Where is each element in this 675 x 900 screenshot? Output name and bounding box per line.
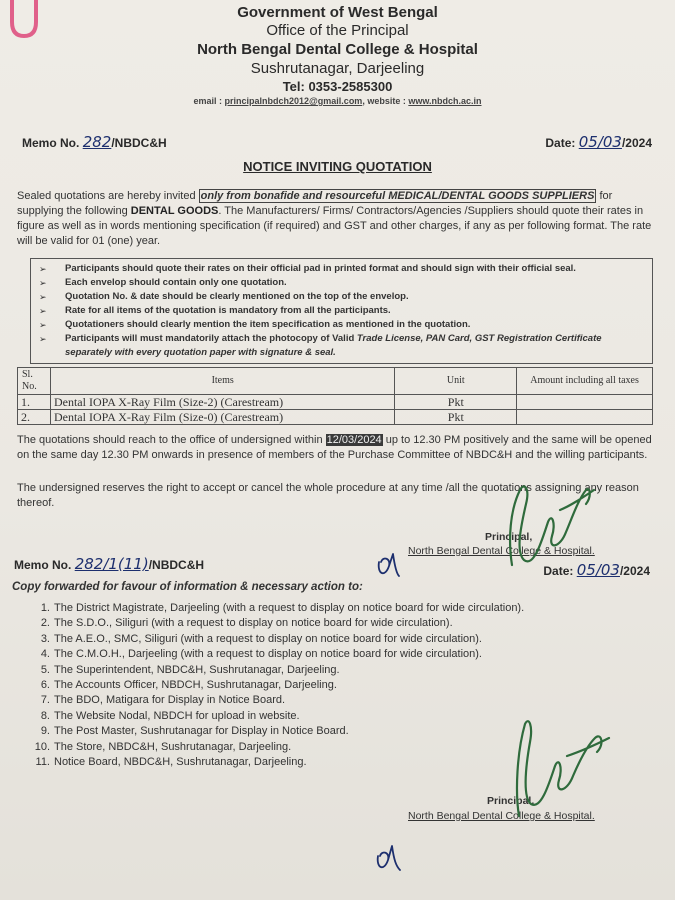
recipient-text: The C.M.O.H., Darjeeling (with a request to display on notice board for wide circulation). <box>54 648 482 661</box>
rule-text: Quotation No. & date should be clearly mentioned on the top of the envelop. <box>65 291 409 302</box>
list-item: 8. The Website Nodal, NBDCH for upload in website. <box>40 709 300 722</box>
copy-forwarded-heading: Copy forwarded for favour of information & necessary action to: <box>12 581 363 593</box>
college-address: Sushrutanagar, Darjeeling <box>250 60 425 77</box>
memo-label: Memo No. <box>14 558 72 572</box>
table-row <box>18 395 653 410</box>
cell-item: Dental IOPA X-Ray Film (Size-0) (Carestream) <box>50 410 394 425</box>
rule-item <box>37 290 646 304</box>
cell-item: Dental IOPA X-Ray Film (Size-2) (Carestream) <box>50 395 394 410</box>
cell-sl: 1. <box>18 395 51 410</box>
intro-text-3: . The Manufacturers/ Firms/ Contractors/Agencies /Suppliers should quote their rates in figure as well as in words mentioning specification (if required) and GST and other charges, if any as per following format. The rate will be valid for 01 (one) year. <box>17 205 652 247</box>
list-item: 5. The Superintendent, NBDC&H, Sushrutanagar, Darjeeling. <box>40 663 340 676</box>
instructions-box <box>30 258 653 364</box>
principal-label: Principal, <box>485 531 533 543</box>
memo-line-1 <box>22 133 652 151</box>
arrow-bullet-icon: ➢ <box>39 306 47 316</box>
supplier-eligibility: only from bonafide and resourceful MEDICAL/DENTAL GOODS SUPPLIERS <box>200 190 595 202</box>
email-label: email : <box>193 96 225 106</box>
list-item: 3. The A.E.O., SMC, Siliguri (with a request to display on notice board for wide circulation). <box>40 632 482 645</box>
principal-signature-2 <box>495 712 625 822</box>
date-label: Date: <box>543 564 574 578</box>
recipient-text: The S.D.O., Siliguri (with a request to display on notice board for wide circulation). <box>54 617 453 630</box>
recipient-text: The BDO, Matigara for Display in Notice Board. <box>54 694 286 707</box>
col-amount: Amount including all taxes <box>517 368 653 395</box>
rule-documents: Trade License, PAN Card, GST Registration Certificate separately with every quotation paper with signature & seal. <box>65 333 602 358</box>
cell-unit: Pkt <box>395 395 517 410</box>
memo-number: 282/1(11) <box>74 555 149 573</box>
memo-date <box>545 133 652 151</box>
col-sl-no: Sl. No. <box>18 368 51 395</box>
list-item: 10. The Store, NBDC&H, Sushrutanagar, Darjeeling. <box>34 740 292 753</box>
recipient-text: The A.E.O., SMC, Siliguri (with a request to display on notice board for wide circulation). <box>54 632 482 645</box>
rule-item <box>37 262 646 276</box>
intro-paragraph <box>17 189 657 249</box>
recipient-text: The District Magistrate, Darjeeling (with a request to display on notice board for wide circulation). <box>54 602 525 614</box>
cell-amount <box>517 410 653 425</box>
cell-unit: Pkt <box>395 410 517 425</box>
college-name: North Bengal Dental College & Hospital <box>197 41 478 58</box>
recipient-text: Notice Board, NBDC&H, Sushrutanagar, Darjeeling. <box>54 756 307 769</box>
rule-text: Participants will must mandatorily attach the photocopy of Valid <box>65 333 357 344</box>
col-unit: Unit <box>395 368 517 395</box>
list-item: 9. The Post Master, Sushrutanagar for Display in Notice Board. <box>40 725 349 738</box>
rule-item <box>37 276 646 290</box>
arrow-bullet-icon: ➢ <box>39 264 47 274</box>
principal-label: Principal, <box>487 795 535 807</box>
website-link[interactable]: www.nbdch.ac.in <box>408 96 482 106</box>
principal-college-name: North Bengal Dental College & Hospital. <box>408 810 595 822</box>
telephone: Tel: 0353-2585300 <box>282 79 393 94</box>
rule-text: Each envelop should contain only one quotation. <box>65 277 287 288</box>
email-link[interactable]: principalnbdch2012@gmail.com <box>224 96 363 106</box>
cell-sl: 2. <box>18 410 51 425</box>
recipient-text: The Accounts Officer, NBDCH, Sushrutanagar, Darjeeling. <box>54 679 337 692</box>
list-item: 4. The C.M.O.H., Darjeeling (with a request to display on notice board for wide circulation). <box>40 648 482 661</box>
list-item: 7. The BDO, Matigara for Display in Notice Board. <box>40 694 286 707</box>
govt-name: Government of West Bengal <box>237 4 438 21</box>
list-item: 11. Notice Board, NBDC&H, Sushrutanagar, Darjeeling. <box>35 756 307 769</box>
intro-text-2: for supplying the following <box>17 190 613 217</box>
col-items: Items <box>50 368 394 395</box>
memo-label: Memo No. <box>22 136 80 150</box>
memo-suffix: /NBDC&H <box>148 558 205 572</box>
principal-signature-1 <box>490 470 610 580</box>
rule-item <box>37 318 646 332</box>
intro-text-1: Sealed quotations are hereby invited <box>17 190 199 202</box>
arrow-bullet-icon: ➢ <box>39 320 47 330</box>
table-row <box>18 410 653 425</box>
date-year: /2024 <box>619 564 650 578</box>
list-item: 1. The District Magistrate, Darjeeling (with a request to display on notice board for wide circulation). <box>40 602 525 614</box>
memo-number: 282 <box>82 133 112 151</box>
list-item: 6. The Accounts Officer, NBDCH, Sushrutanagar, Darjeeling. <box>40 679 337 692</box>
recipient-text: The Superintendent, NBDC&H, Sushrutanagar, Darjeeling. <box>54 663 340 676</box>
deadline-text-2: up to 12.30 PM positively and the same will be opened on the same day 12.30 PM onwards in presence of members of the Purchase Committee of NBDC&H and the willing participants. <box>17 434 652 461</box>
cell-amount <box>517 395 653 410</box>
rule-text: Quotationers should clearly mention the item specification as mentioned in the quotation. <box>65 319 471 330</box>
memo-suffix: /NBDC&H <box>111 136 167 150</box>
date-year: /2024 <box>621 136 652 150</box>
contact-line <box>0 95 675 107</box>
initials-mark-2 <box>372 838 404 876</box>
table-header-row <box>18 368 653 395</box>
arrow-bullet-icon: ➢ <box>39 278 47 288</box>
initials-mark-1 <box>373 548 403 582</box>
deadline-paragraph <box>17 433 657 463</box>
reserve-paragraph: The undersigned reserves the right to accept or cancel the whole procedure at any time /all the quotations assigning any reason thereof. <box>17 482 639 509</box>
date-handwritten: 05/03 <box>576 561 620 579</box>
rule-text: Rate for all items of the quotation is mandatory from all the participants. <box>65 305 391 316</box>
notice-title: NOTICE INVITING QUOTATION <box>243 159 432 174</box>
principal-college-name: North Bengal Dental College & Hospital. <box>408 545 595 557</box>
goods-type: DENTAL GOODS <box>130 205 219 217</box>
date-label: Date: <box>545 136 576 150</box>
date-handwritten: 05/03 <box>578 133 622 151</box>
deadline-date: 12/03/2024 <box>326 434 382 446</box>
rule-item <box>37 332 646 360</box>
list-item: 2. The S.D.O., Siliguri (with a request to display on notice board for wide circulation). <box>40 617 453 630</box>
deadline-text-1: The quotations should reach to the office of undersigned within <box>17 434 326 446</box>
arrow-bullet-icon: ➢ <box>39 292 47 302</box>
office-name: Office of the Principal <box>266 22 409 39</box>
items-table <box>17 367 653 425</box>
rule-item <box>37 304 646 318</box>
letterhead <box>0 4 675 107</box>
rule-text: Participants should quote their rates on their official pad in printed format and should sign with their official seal. <box>65 263 576 274</box>
recipient-text: The Website Nodal, NBDCH for upload in website. <box>54 709 300 722</box>
arrow-bullet-icon: ➢ <box>39 334 47 344</box>
recipient-text: The Post Master, Sushrutanagar for Display in Notice Board. <box>54 725 349 738</box>
website-label: , website : <box>362 96 409 106</box>
recipient-text: The Store, NBDC&H, Sushrutanagar, Darjeeling. <box>54 740 292 753</box>
